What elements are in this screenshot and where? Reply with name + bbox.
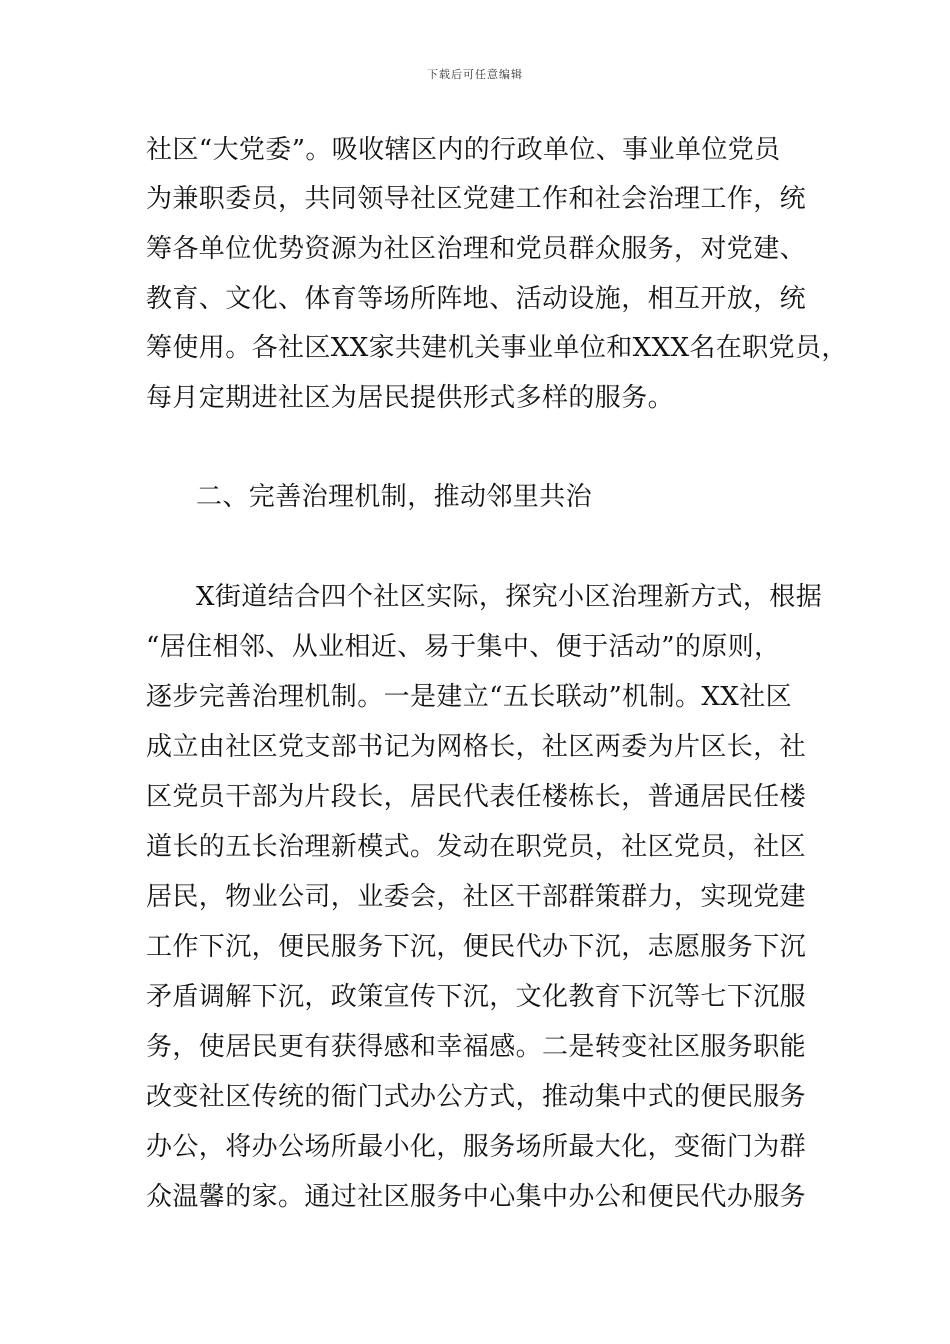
text-line: 逐步完善治理机制。一是建立“五长联动”机制。XX社区 (146, 682, 793, 712)
text-line: 矛盾调解下沉，政策宣传下沉，文化教育下沉等七下沉服 (146, 982, 807, 1012)
text-line: 社区“大党委”。吸收辖区内的行政单位、事业单位党员 (146, 135, 781, 165)
text-line: 筹各单位优势资源为社区治理和党员群众服务，对党建、 (146, 234, 807, 264)
text-line: 每月定期进社区为居民提供形式多样的服务。 (146, 383, 675, 413)
text-line: 为兼职委员，共同领导社区党建工作和社会治理工作，统 (146, 184, 807, 214)
text-line: 办公，将办公场所最小化，服务场所最大化，变衙门为群 (146, 1132, 807, 1162)
text-line: 务，使居民更有获得感和幸福感。二是转变社区服务职能 (146, 1032, 807, 1062)
text-line: 改变社区传统的衙门式办公方式，推动集中式的便民服务 (146, 1082, 807, 1112)
text-line: 道长的五长治理新模式。发动在职党员，社区党员，社区 (146, 832, 807, 862)
text-line: 工作下沉，便民服务下沉，便民代办下沉，志愿服务下沉 (146, 932, 807, 962)
text-line: “居住相邻、从业相近、易于集中、便于活动”的原则， (146, 632, 781, 662)
page-header: 下载后可任意编辑 (427, 68, 523, 81)
text-line: 教育、文化、体育等场所阵地、活动设施，相互开放，统 (146, 284, 807, 314)
text-line: 区党员干部为片段长，居民代表任楼栋长，普通居民任楼 (146, 782, 807, 812)
text-line: X街道结合四个社区实际，探究小区治理新方式，根据 (196, 582, 823, 612)
text-line: 筹使用。各社区XX家共建机关事业单位和XXX名在职党员， (146, 333, 848, 363)
text-line: 居民，物业公司，业委会，社区干部群策群力，实现党建 (146, 882, 807, 912)
section-heading-text: 二、完善治理机制，推动邻里共治 (196, 482, 593, 512)
text-line: 成立由社区党支部书记为网格长，社区两委为片区长，社 (146, 732, 807, 762)
text-line: 众温馨的家。通过社区服务中心集中办公和便民代办服务 (146, 1182, 807, 1212)
